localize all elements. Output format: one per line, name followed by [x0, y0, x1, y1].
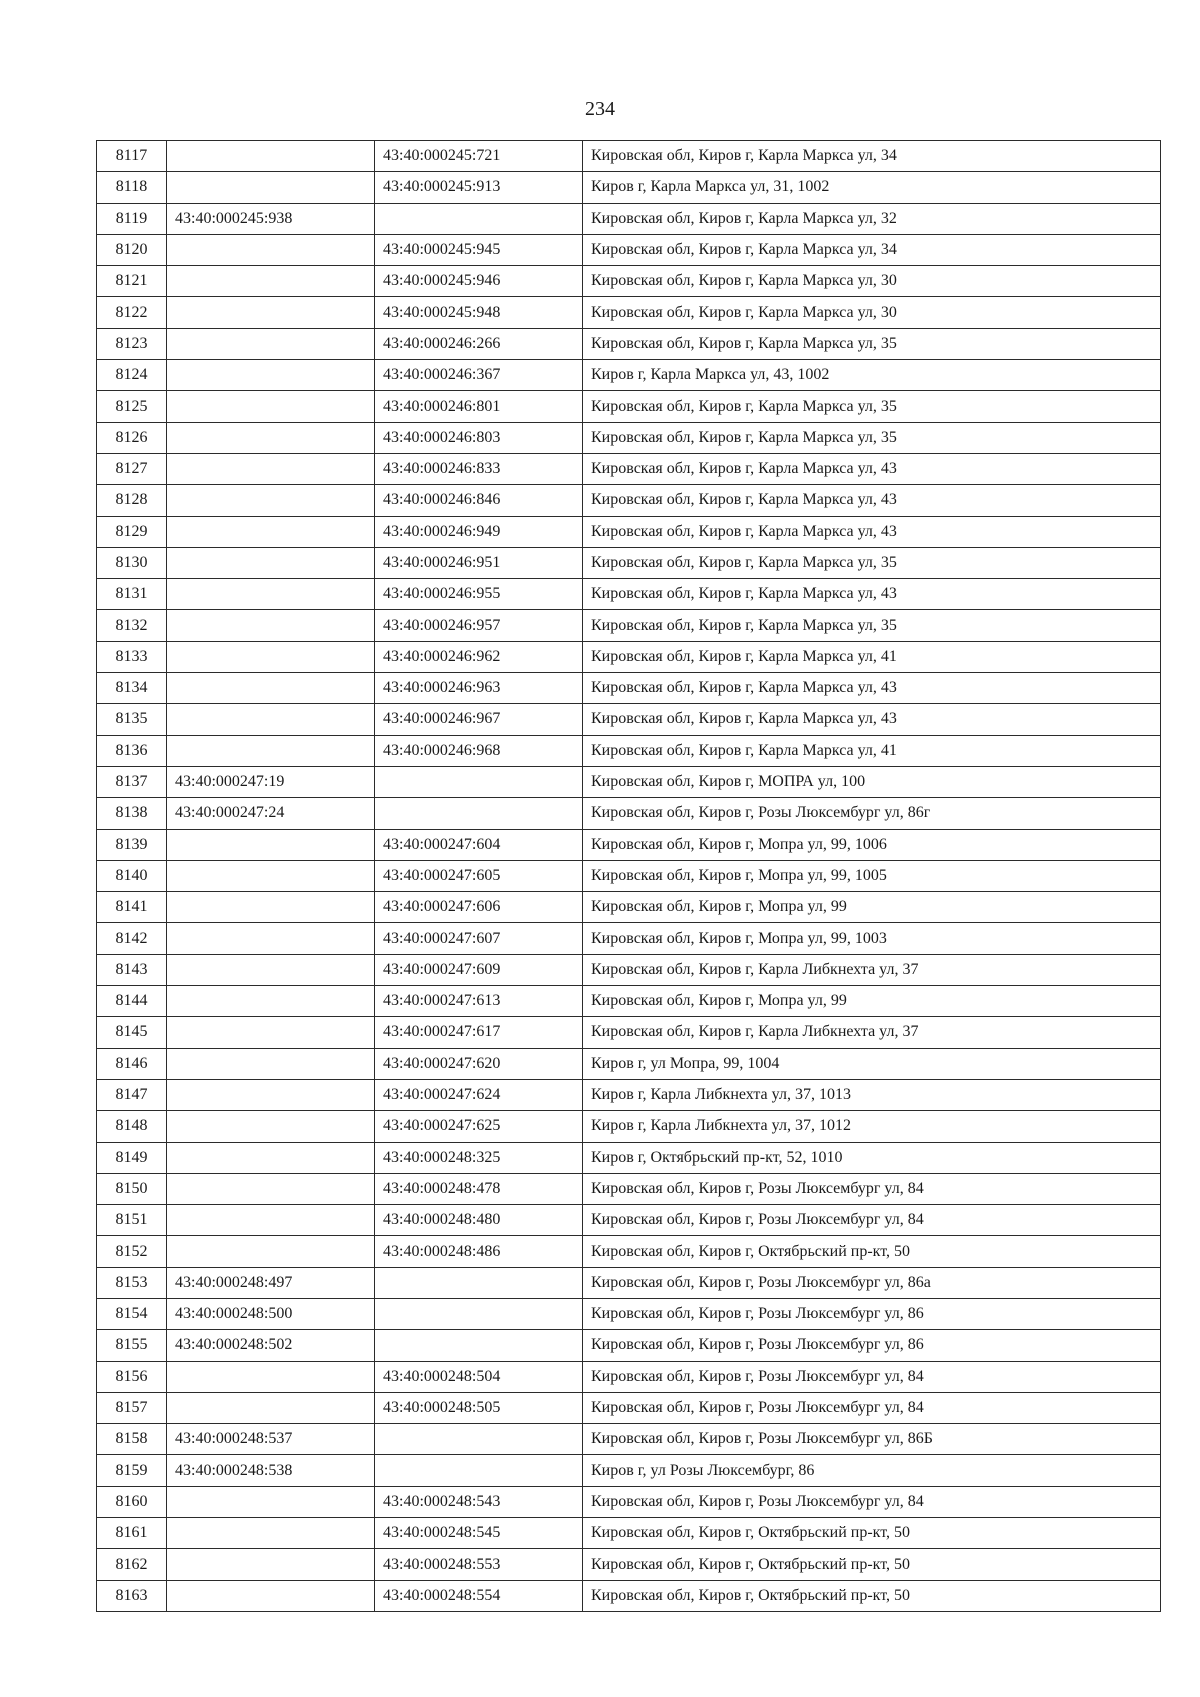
- table-row: [97, 986, 1161, 1017]
- cadastral-number-b-cell: [375, 1455, 583, 1486]
- cadastral-number-a-cell: [167, 547, 375, 578]
- cadastral-number-a-cell: [167, 266, 375, 297]
- cadastral-number-a-cell: [167, 673, 375, 704]
- cadastral-number-a-cell: 43:40:000245:938: [167, 203, 375, 234]
- table-row: [97, 735, 1161, 766]
- cadastral-number-b-cell: [375, 1298, 583, 1329]
- cadastral-number-b-cell: 43:40:000245:948: [375, 297, 583, 328]
- cadastral-number-a-cell: 43:40:000248:500: [167, 1298, 375, 1329]
- cadastral-number-b-cell: 43:40:000248:545: [375, 1518, 583, 1549]
- address-cell: Кировская обл, Киров г, МОПРА ул, 100: [583, 766, 1161, 797]
- cadastral-number-b-cell: 43:40:000247:609: [375, 954, 583, 985]
- row-number-cell: 8132: [97, 610, 167, 641]
- cadastral-number-b-cell: 43:40:000246:266: [375, 328, 583, 359]
- cadastral-number-b-cell: 43:40:000248:478: [375, 1173, 583, 1204]
- table-row: [97, 266, 1161, 297]
- row-number-cell: 8154: [97, 1298, 167, 1329]
- table-row: [97, 1298, 1161, 1329]
- table-row: [97, 1361, 1161, 1392]
- cadastral-number-b-cell: 43:40:000248:504: [375, 1361, 583, 1392]
- address-cell: Кировская обл, Киров г, Розы Люксембург ул, 84: [583, 1173, 1161, 1204]
- cadastral-number-a-cell: [167, 1142, 375, 1173]
- address-cell: Киров г, Карла Либкнехта ул, 37, 1013: [583, 1079, 1161, 1110]
- cadastral-number-a-cell: [167, 391, 375, 422]
- row-number-cell: 8141: [97, 892, 167, 923]
- cadastral-number-a-cell: [167, 829, 375, 860]
- cadastral-number-b-cell: 43:40:000245:913: [375, 172, 583, 203]
- table-row: [97, 297, 1161, 328]
- table-row: [97, 860, 1161, 891]
- row-number-cell: 8122: [97, 297, 167, 328]
- row-number-cell: 8142: [97, 923, 167, 954]
- table-row: [97, 1518, 1161, 1549]
- address-cell: Кировская обл, Киров г, Октябрьский пр-кт, 50: [583, 1580, 1161, 1611]
- address-cell: Кировская обл, Киров г, Розы Люксембург ул, 84: [583, 1486, 1161, 1517]
- table-row: [97, 923, 1161, 954]
- row-number-cell: 8162: [97, 1549, 167, 1580]
- cadastral-number-b-cell: 43:40:000245:721: [375, 141, 583, 172]
- cadastral-number-b-cell: [375, 766, 583, 797]
- row-number-cell: 8159: [97, 1455, 167, 1486]
- cadastral-number-b-cell: [375, 1267, 583, 1298]
- row-number-cell: 8131: [97, 579, 167, 610]
- table-row: [97, 1392, 1161, 1423]
- cadastral-number-a-cell: [167, 860, 375, 891]
- address-cell: Кировская обл, Киров г, Октябрьский пр-кт, 50: [583, 1236, 1161, 1267]
- cadastral-number-b-cell: 43:40:000247:613: [375, 986, 583, 1017]
- row-number-cell: 8143: [97, 954, 167, 985]
- cadastral-number-b-cell: 43:40:000246:367: [375, 360, 583, 391]
- cadastral-number-a-cell: [167, 954, 375, 985]
- cadastral-number-a-cell: [167, 485, 375, 516]
- cadastral-number-b-cell: 43:40:000248:553: [375, 1549, 583, 1580]
- page-number: 234: [585, 98, 615, 120]
- row-number-cell: 8158: [97, 1424, 167, 1455]
- cadastral-number-b-cell: 43:40:000247:620: [375, 1048, 583, 1079]
- table-row: [97, 1205, 1161, 1236]
- table-row: [97, 1173, 1161, 1204]
- address-cell: Киров г, Карла Маркса ул, 43, 1002: [583, 360, 1161, 391]
- cadastral-number-a-cell: [167, 422, 375, 453]
- cadastral-number-b-cell: [375, 1330, 583, 1361]
- row-number-cell: 8155: [97, 1330, 167, 1361]
- cadastral-number-b-cell: [375, 1424, 583, 1455]
- row-number-cell: 8136: [97, 735, 167, 766]
- address-cell: Кировская обл, Киров г, Мопра ул, 99, 1003: [583, 923, 1161, 954]
- table-row: [97, 892, 1161, 923]
- row-number-cell: 8123: [97, 328, 167, 359]
- cadastral-number-b-cell: 43:40:000248:486: [375, 1236, 583, 1267]
- address-cell: Кировская обл, Киров г, Карла Маркса ул, 43: [583, 516, 1161, 547]
- cadastral-number-b-cell: 43:40:000247:624: [375, 1079, 583, 1110]
- address-cell: Кировская обл, Киров г, Розы Люксембург ул, 86Б: [583, 1424, 1161, 1455]
- cadastral-number-b-cell: 43:40:000247:617: [375, 1017, 583, 1048]
- cadastral-number-a-cell: [167, 453, 375, 484]
- cadastral-number-b-cell: 43:40:000247:606: [375, 892, 583, 923]
- cadastral-number-a-cell: [167, 610, 375, 641]
- cadastral-number-b-cell: [375, 798, 583, 829]
- address-cell: Кировская обл, Киров г, Карла Маркса ул, 34: [583, 234, 1161, 265]
- cadastral-number-b-cell: [375, 203, 583, 234]
- address-cell: Киров г, ул Розы Люксембург, 86: [583, 1455, 1161, 1486]
- table-row: [97, 1486, 1161, 1517]
- row-number-cell: 8129: [97, 516, 167, 547]
- row-number-cell: 8139: [97, 829, 167, 860]
- row-number-cell: 8124: [97, 360, 167, 391]
- row-number-cell: 8137: [97, 766, 167, 797]
- row-number-cell: 8156: [97, 1361, 167, 1392]
- cadastral-number-b-cell: 43:40:000246:957: [375, 610, 583, 641]
- row-number-cell: 8130: [97, 547, 167, 578]
- table-row: [97, 673, 1161, 704]
- registry-table-body: [97, 141, 1161, 1612]
- cadastral-number-a-cell: [167, 1017, 375, 1048]
- address-cell: Кировская обл, Киров г, Карла Маркса ул, 43: [583, 704, 1161, 735]
- row-number-cell: 8149: [97, 1142, 167, 1173]
- cadastral-number-a-cell: [167, 704, 375, 735]
- table-row: [97, 1549, 1161, 1580]
- row-number-cell: 8135: [97, 704, 167, 735]
- address-cell: Кировская обл, Киров г, Карла Маркса ул, 32: [583, 203, 1161, 234]
- table-row: [97, 328, 1161, 359]
- table-row: [97, 766, 1161, 797]
- table-row: [97, 234, 1161, 265]
- cadastral-number-a-cell: [167, 1392, 375, 1423]
- cadastral-number-a-cell: 43:40:000247:24: [167, 798, 375, 829]
- cadastral-number-b-cell: 43:40:000248:505: [375, 1392, 583, 1423]
- row-number-cell: 8148: [97, 1111, 167, 1142]
- cadastral-number-a-cell: [167, 641, 375, 672]
- cadastral-number-b-cell: 43:40:000246:962: [375, 641, 583, 672]
- table-row: [97, 1455, 1161, 1486]
- address-cell: Кировская обл, Киров г, Розы Люксембург ул, 84: [583, 1361, 1161, 1392]
- cadastral-number-a-cell: 43:40:000248:497: [167, 1267, 375, 1298]
- table-row: [97, 1111, 1161, 1142]
- cadastral-number-a-cell: [167, 986, 375, 1017]
- address-cell: Кировская обл, Киров г, Мопра ул, 99: [583, 892, 1161, 923]
- cadastral-number-b-cell: 43:40:000247:604: [375, 829, 583, 860]
- table-row: [97, 641, 1161, 672]
- table-row: [97, 579, 1161, 610]
- cadastral-number-a-cell: [167, 1518, 375, 1549]
- cadastral-number-a-cell: [167, 1111, 375, 1142]
- row-number-cell: 8118: [97, 172, 167, 203]
- table-row: [97, 1079, 1161, 1110]
- row-number-cell: 8121: [97, 266, 167, 297]
- cadastral-number-a-cell: [167, 328, 375, 359]
- cadastral-number-a-cell: 43:40:000248:538: [167, 1455, 375, 1486]
- address-cell: Кировская обл, Киров г, Карла Маркса ул, 43: [583, 453, 1161, 484]
- row-number-cell: 8133: [97, 641, 167, 672]
- cadastral-number-b-cell: 43:40:000248:325: [375, 1142, 583, 1173]
- table-row: [97, 954, 1161, 985]
- table-row: [97, 485, 1161, 516]
- cadastral-number-b-cell: 43:40:000248:480: [375, 1205, 583, 1236]
- address-cell: Кировская обл, Киров г, Карла Маркса ул, 35: [583, 422, 1161, 453]
- address-cell: Кировская обл, Киров г, Октябрьский пр-кт, 50: [583, 1518, 1161, 1549]
- cadastral-number-a-cell: [167, 360, 375, 391]
- cadastral-number-b-cell: 43:40:000245:945: [375, 234, 583, 265]
- registry-table: [96, 140, 1161, 1612]
- cadastral-number-a-cell: [167, 172, 375, 203]
- cadastral-number-a-cell: [167, 1236, 375, 1267]
- row-number-cell: 8138: [97, 798, 167, 829]
- cadastral-number-a-cell: [167, 516, 375, 547]
- row-number-cell: 8152: [97, 1236, 167, 1267]
- table-row: [97, 1017, 1161, 1048]
- table-row: [97, 829, 1161, 860]
- cadastral-number-b-cell: 43:40:000246:951: [375, 547, 583, 578]
- address-cell: Кировская обл, Киров г, Розы Люксембург ул, 86а: [583, 1267, 1161, 1298]
- cadastral-number-b-cell: 43:40:000248:554: [375, 1580, 583, 1611]
- cadastral-number-b-cell: 43:40:000246:846: [375, 485, 583, 516]
- cadastral-number-a-cell: [167, 1580, 375, 1611]
- address-cell: Кировская обл, Киров г, Мопра ул, 99, 1005: [583, 860, 1161, 891]
- cadastral-number-a-cell: [167, 892, 375, 923]
- row-number-cell: 8161: [97, 1518, 167, 1549]
- row-number-cell: 8134: [97, 673, 167, 704]
- address-cell: Кировская обл, Киров г, Карла Маркса ул, 34: [583, 141, 1161, 172]
- cadastral-number-b-cell: 43:40:000246:801: [375, 391, 583, 422]
- cadastral-number-b-cell: 43:40:000247:625: [375, 1111, 583, 1142]
- address-cell: Кировская обл, Киров г, Розы Люксембург ул, 84: [583, 1392, 1161, 1423]
- row-number-cell: 8151: [97, 1205, 167, 1236]
- cadastral-number-a-cell: [167, 1048, 375, 1079]
- address-cell: Кировская обл, Киров г, Карла Маркса ул, 41: [583, 641, 1161, 672]
- cadastral-number-b-cell: 43:40:000247:605: [375, 860, 583, 891]
- address-cell: Кировская обл, Киров г, Розы Люксембург ул, 86: [583, 1330, 1161, 1361]
- table-row: [97, 203, 1161, 234]
- cadastral-number-a-cell: [167, 234, 375, 265]
- table-row: [97, 422, 1161, 453]
- cadastral-number-b-cell: 43:40:000246:803: [375, 422, 583, 453]
- address-cell: Кировская обл, Киров г, Карла Маркса ул, 35: [583, 547, 1161, 578]
- address-cell: Кировская обл, Киров г, Октябрьский пр-кт, 50: [583, 1549, 1161, 1580]
- cadastral-number-a-cell: [167, 141, 375, 172]
- cadastral-number-b-cell: 43:40:000247:607: [375, 923, 583, 954]
- cadastral-number-a-cell: 43:40:000247:19: [167, 766, 375, 797]
- address-cell: Кировская обл, Киров г, Карла Маркса ул, 43: [583, 485, 1161, 516]
- cadastral-number-a-cell: 43:40:000248:537: [167, 1424, 375, 1455]
- cadastral-number-a-cell: [167, 1079, 375, 1110]
- row-number-cell: 8125: [97, 391, 167, 422]
- cadastral-number-b-cell: 43:40:000246:967: [375, 704, 583, 735]
- row-number-cell: 8150: [97, 1173, 167, 1204]
- cadastral-number-b-cell: 43:40:000248:543: [375, 1486, 583, 1517]
- cadastral-number-a-cell: [167, 923, 375, 954]
- address-cell: Кировская обл, Киров г, Карла Либкнехта ул, 37: [583, 1017, 1161, 1048]
- row-number-cell: 8140: [97, 860, 167, 891]
- cadastral-number-b-cell: 43:40:000246:955: [375, 579, 583, 610]
- address-cell: Кировская обл, Киров г, Карла Маркса ул, 35: [583, 610, 1161, 641]
- cadastral-number-a-cell: [167, 297, 375, 328]
- row-number-cell: 8119: [97, 203, 167, 234]
- cadastral-number-a-cell: [167, 1361, 375, 1392]
- address-cell: Кировская обл, Киров г, Карла Маркса ул, 30: [583, 266, 1161, 297]
- cadastral-number-a-cell: [167, 579, 375, 610]
- row-number-cell: 8144: [97, 986, 167, 1017]
- table-row: [97, 1236, 1161, 1267]
- table-row: [97, 610, 1161, 641]
- table-row: [97, 516, 1161, 547]
- table-row: [97, 1048, 1161, 1079]
- table-row: [97, 798, 1161, 829]
- row-number-cell: 8145: [97, 1017, 167, 1048]
- cadastral-number-b-cell: 43:40:000246:833: [375, 453, 583, 484]
- cadastral-number-b-cell: 43:40:000246:949: [375, 516, 583, 547]
- row-number-cell: 8153: [97, 1267, 167, 1298]
- cadastral-number-b-cell: 43:40:000246:968: [375, 735, 583, 766]
- address-cell: Кировская обл, Киров г, Карла Маркса ул, 35: [583, 328, 1161, 359]
- row-number-cell: 8147: [97, 1079, 167, 1110]
- table-row: [97, 704, 1161, 735]
- cadastral-number-a-cell: [167, 1549, 375, 1580]
- row-number-cell: 8163: [97, 1580, 167, 1611]
- address-cell: Кировская обл, Киров г, Розы Люксембург ул, 86: [583, 1298, 1161, 1329]
- address-cell: Киров г, Карла Либкнехта ул, 37, 1012: [583, 1111, 1161, 1142]
- address-cell: Кировская обл, Киров г, Карла Маркса ул, 35: [583, 391, 1161, 422]
- table-row: [97, 547, 1161, 578]
- address-cell: Кировская обл, Киров г, Мопра ул, 99: [583, 986, 1161, 1017]
- row-number-cell: 8117: [97, 141, 167, 172]
- address-cell: Кировская обл, Киров г, Карла Либкнехта ул, 37: [583, 954, 1161, 985]
- address-cell: Киров г, Октябрьский пр-кт, 52, 1010: [583, 1142, 1161, 1173]
- cadastral-number-a-cell: [167, 1173, 375, 1204]
- table-row: [97, 453, 1161, 484]
- cadastral-number-b-cell: 43:40:000245:946: [375, 266, 583, 297]
- row-number-cell: 8128: [97, 485, 167, 516]
- address-cell: Кировская обл, Киров г, Мопра ул, 99, 1006: [583, 829, 1161, 860]
- table-row: [97, 1330, 1161, 1361]
- cadastral-number-b-cell: 43:40:000246:963: [375, 673, 583, 704]
- row-number-cell: 8157: [97, 1392, 167, 1423]
- cadastral-number-a-cell: [167, 1205, 375, 1236]
- table-row: [97, 360, 1161, 391]
- table-row: [97, 1580, 1161, 1611]
- cadastral-number-a-cell: [167, 735, 375, 766]
- table-row: [97, 1142, 1161, 1173]
- row-number-cell: 8127: [97, 453, 167, 484]
- table-row: [97, 391, 1161, 422]
- table-row: [97, 1267, 1161, 1298]
- row-number-cell: 8120: [97, 234, 167, 265]
- address-cell: Кировская обл, Киров г, Карла Маркса ул, 43: [583, 579, 1161, 610]
- address-cell: Кировская обл, Киров г, Карла Маркса ул, 43: [583, 673, 1161, 704]
- cadastral-number-a-cell: [167, 1486, 375, 1517]
- address-cell: Кировская обл, Киров г, Карла Маркса ул, 30: [583, 297, 1161, 328]
- address-cell: Кировская обл, Киров г, Розы Люксембург ул, 84: [583, 1205, 1161, 1236]
- cadastral-number-a-cell: 43:40:000248:502: [167, 1330, 375, 1361]
- address-cell: Кировская обл, Киров г, Розы Люксембург ул, 86г: [583, 798, 1161, 829]
- address-cell: Кировская обл, Киров г, Карла Маркса ул, 41: [583, 735, 1161, 766]
- address-cell: Киров г, ул Мопра, 99, 1004: [583, 1048, 1161, 1079]
- row-number-cell: 8146: [97, 1048, 167, 1079]
- address-cell: Киров г, Карла Маркса ул, 31, 1002: [583, 172, 1161, 203]
- table-row: [97, 1424, 1161, 1455]
- table-row: [97, 141, 1161, 172]
- table-row: [97, 172, 1161, 203]
- row-number-cell: 8160: [97, 1486, 167, 1517]
- row-number-cell: 8126: [97, 422, 167, 453]
